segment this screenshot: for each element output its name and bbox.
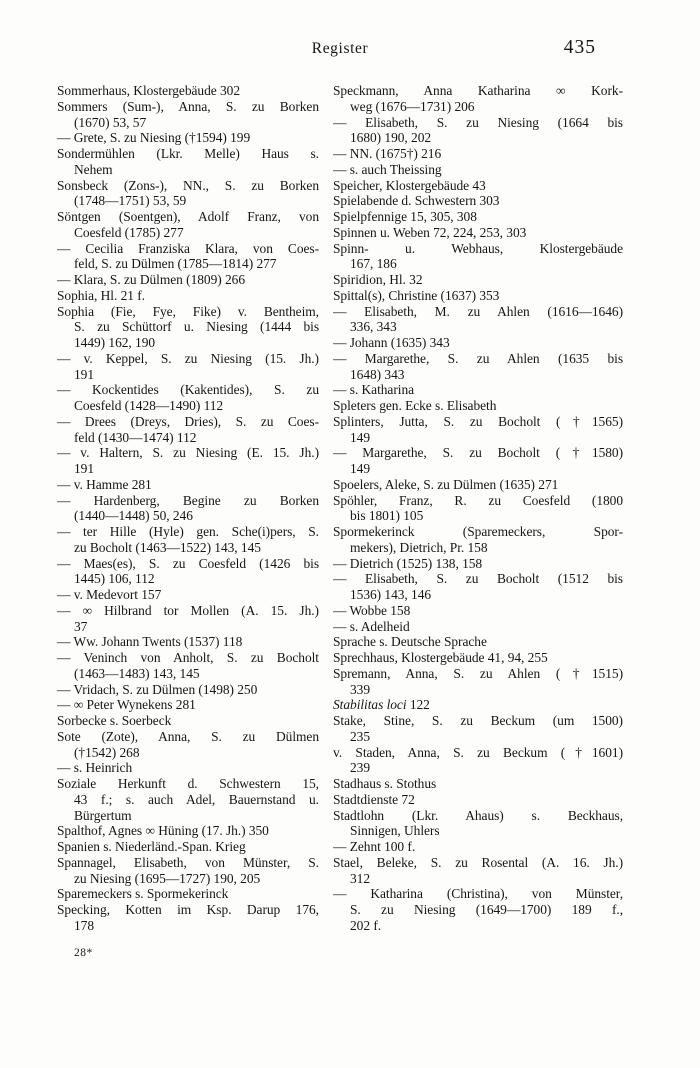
index-line: — Cecilia Franziska Klara, von Coes- bbox=[57, 240, 319, 256]
index-line: 191 bbox=[74, 461, 95, 476]
index-line: Spiridion, Hl. 32 bbox=[333, 272, 423, 287]
index-line: 312 bbox=[350, 870, 371, 886]
index-line: — Dietrich (1525) 138, 158 bbox=[333, 555, 483, 571]
index-line: Bürgertum bbox=[74, 807, 132, 823]
index-line: 1445) 106, 112 bbox=[74, 571, 155, 587]
index-body bbox=[57, 83, 623, 934]
signature-mark: 28* bbox=[74, 947, 93, 959]
index-line: 339 bbox=[350, 681, 371, 697]
index-line: — s. Heinrich bbox=[57, 760, 133, 776]
index-line: 1536) 143, 146 bbox=[350, 587, 432, 602]
index-line: Spleters gen. Ecke s. Elisabeth bbox=[333, 398, 497, 413]
index-line: Stabilitas loci 122 bbox=[333, 697, 430, 713]
index-line: — ∞ Hilbrand tor Mollen (A. 15. Jh.) bbox=[57, 602, 319, 618]
index-line: 1680) 190, 202 bbox=[350, 130, 432, 146]
index-line: Spremann, Anna, S. zu Ahlen (†1515) bbox=[333, 665, 623, 681]
index-line: Nehem bbox=[74, 161, 113, 177]
index-line: Sonsbeck (Zons-), NN., S. zu Borken bbox=[57, 177, 319, 193]
index-line: Spanien s. Niederländ.-Span. Krieg bbox=[57, 839, 246, 854]
index-line: — s. auch Theissing bbox=[333, 161, 442, 177]
index-line: — s. Katharina bbox=[333, 382, 415, 398]
index-line: — v. Keppel, S. zu Niesing (15. Jh.) bbox=[57, 350, 319, 366]
index-line: Specking, Kotten im Ksp. Darup 176, bbox=[57, 902, 319, 917]
page-header bbox=[57, 37, 623, 66]
index-line: bis 1801) 105 bbox=[350, 508, 424, 524]
index-line: (1670) 53, 57 bbox=[74, 114, 147, 130]
index-line: Sinnigen, Uhlers bbox=[350, 823, 440, 839]
index-line: 1648) 343 bbox=[350, 366, 405, 382]
index-line: 149 bbox=[350, 429, 371, 445]
index-line: Stadhaus s. Stothus bbox=[333, 776, 437, 791]
index-line: 239 bbox=[350, 760, 371, 776]
index-line: — Veninch von Anholt, S. zu Bocholt bbox=[57, 650, 319, 665]
index-line: Stadtlohn (Lkr. Ahaus) s. Beckhaus, bbox=[333, 807, 623, 823]
index-line: Spittal(s), Christine (1637) 353 bbox=[333, 287, 500, 303]
index-line: Stael, Beleke, S. zu Rosental (A. 16. Jh.) bbox=[333, 854, 623, 870]
index-line: — v. Medevort 157 bbox=[57, 587, 162, 602]
index-line: 191 bbox=[74, 366, 95, 382]
index-line: Söntgen (Soentgen), Adolf Franz, von bbox=[57, 209, 319, 224]
index-line: 178 bbox=[74, 917, 95, 933]
index-line: — Johann (1635) 343 bbox=[333, 335, 450, 350]
index-line: Stadtdienste 72 bbox=[333, 791, 415, 807]
index-line: Sophia (Fie, Fye, Fike) v. Bentheim, bbox=[57, 303, 319, 319]
index-line: Spielpfennige 15, 305, 308 bbox=[333, 209, 477, 224]
index-line: (1440—1448) 50, 246 bbox=[74, 508, 193, 524]
index-line: (†1542) 268 bbox=[74, 744, 140, 760]
index-line: Sprechhaus, Klostergebäude 41, 94, 255 bbox=[333, 650, 548, 665]
index-line: Soziale Herkunft d. Schwestern 15, bbox=[57, 776, 319, 791]
index-line: Spielabende d. Schwestern 303 bbox=[333, 193, 500, 209]
index-line: Splinters, Jutta, S. zu Bocholt (†1565) bbox=[333, 413, 623, 429]
index-line: Sophia, Hl. 21 f. bbox=[57, 287, 145, 303]
column-right bbox=[333, 83, 623, 934]
index-line: 149 bbox=[350, 461, 371, 476]
index-line: v. Staden, Anna, S. zu Beckum (†1601) bbox=[333, 744, 623, 760]
index-line: — v. Hamme 281 bbox=[57, 476, 152, 492]
index-line: (1748—1751) 53, 59 bbox=[74, 193, 187, 209]
index-line: — Maes(es), S. zu Coesfeld (1426 bis bbox=[57, 555, 319, 571]
index-line: weg (1676—1731) 206 bbox=[350, 98, 475, 114]
index-line: 1449) 162, 190 bbox=[74, 335, 156, 350]
index-line: mekers), Dietrich, Pr. 158 bbox=[350, 539, 488, 555]
index-line: — Margarethe, S. zu Bocholt (†1580) bbox=[333, 445, 623, 461]
index-line: — Grete, S. zu Niesing (†1594) 199 bbox=[57, 130, 251, 146]
index-line: — Vridach, S. zu Dülmen (1498) 250 bbox=[57, 681, 258, 697]
index-line: zu Bocholt (1463—1522) 143, 145 bbox=[74, 539, 261, 555]
index-line: — Wobbe 158 bbox=[333, 602, 411, 618]
index-line: Sondermühlen (Lkr. Melle) Haus s. bbox=[57, 146, 319, 161]
index-line: — Margarethe, S. zu Ahlen (1635 bis bbox=[333, 350, 623, 366]
index-line: Sorbecke s. Soerbeck bbox=[57, 713, 172, 728]
index-line: feld (1430—1474) 112 bbox=[74, 429, 197, 445]
index-line: Spinnen u. Weben 72, 224, 253, 303 bbox=[333, 224, 527, 240]
index-line: Spannagel, Elisabeth, von Münster, S. bbox=[57, 854, 319, 870]
index-line: Speckmann, Anna Katharina ∞ Kork- bbox=[333, 83, 623, 98]
column-left bbox=[57, 83, 319, 934]
running-title: Register bbox=[311, 40, 369, 57]
index-line: zu Niesing (1695—1727) 190, 205 bbox=[74, 870, 261, 886]
index-line: Speicher, Klostergebäude 43 bbox=[333, 177, 486, 193]
index-line: — v. Haltern, S. zu Niesing (E. 15. Jh.) bbox=[57, 445, 319, 461]
index-line: 336, 343 bbox=[350, 319, 397, 335]
index-line: — Zehnt 100 f. bbox=[333, 839, 416, 854]
index-line: — Drees (Dreys, Dries), S. zu Coes- bbox=[57, 413, 319, 429]
index-line: — Katharina (Christina), von Münster, bbox=[333, 886, 623, 902]
index-line: — Ww. Johann Twents (1537) 118 bbox=[57, 634, 243, 650]
index-line: — s. Adelheid bbox=[333, 618, 410, 634]
index-line: 37 bbox=[74, 618, 88, 634]
index-line: 167, 186 bbox=[350, 256, 397, 272]
index-line: — Kockentides (Kakentides), S. zu bbox=[57, 382, 319, 398]
index-line: Sommerhaus, Klostergebäude 302 bbox=[57, 83, 240, 98]
index-line: Coesfeld (1428—1490) 112 bbox=[74, 398, 224, 413]
index-line: — Elisabeth, M. zu Ahlen (1616—1646) bbox=[333, 303, 623, 319]
page-number: 435 bbox=[563, 37, 596, 58]
index-line: 235 bbox=[350, 728, 371, 744]
index-line: (1463—1483) 143, 145 bbox=[74, 665, 200, 681]
index-line: — NN. (1675†) 216 bbox=[333, 146, 442, 161]
index-line: Spöhler, Franz, R. zu Coesfeld (1800 bbox=[333, 492, 623, 508]
index-line: Sprache s. Deutsche Sprache bbox=[333, 634, 487, 650]
index-line: Coesfeld (1785) 277 bbox=[74, 224, 184, 240]
index-line: — Klara, S. zu Dülmen (1809) 266 bbox=[57, 272, 245, 287]
index-line: Spinn- u. Webhaus, Klostergebäude bbox=[333, 240, 623, 256]
index-line: Spalthof, Agnes ∞ Hüning (17. Jh.) 350 bbox=[57, 823, 269, 839]
index-line: S. zu Niesing (1649—1700) 189 f., bbox=[350, 902, 623, 917]
index-line: — Hardenberg, Begine zu Borken bbox=[57, 492, 319, 508]
index-line: Sparemeckers s. Spormekerinck bbox=[57, 886, 229, 902]
index-line: Stake, Stine, S. zu Beckum (um 1500) bbox=[333, 713, 623, 728]
index-line: — ter Hille (Hyle) gen. Sche(i)pers, S. bbox=[57, 524, 319, 539]
index-line: Spormekerinck (Sparemeckers, Spor- bbox=[333, 524, 623, 539]
index-line: S. zu Schüttorf u. Niesing (1444 bis bbox=[74, 319, 319, 335]
index-line: Sote (Zote), Anna, S. zu Dülmen bbox=[57, 728, 319, 744]
index-line: 202 f. bbox=[350, 917, 382, 933]
index-line: feld, S. zu Dülmen (1785—1814) 277 bbox=[74, 256, 277, 272]
index-line: Sommers (Sum-), Anna, S. zu Borken bbox=[57, 98, 319, 114]
index-line: 43 f.; s. auch Adel, Bauernstand u. bbox=[74, 791, 319, 807]
index-line: — Elisabeth, S. zu Bocholt (1512 bis bbox=[333, 571, 623, 587]
index-line: Spoelers, Aleke, S. zu Dülmen (1635) 271 bbox=[333, 476, 559, 492]
index-line: — ∞ Peter Wynekens 281 bbox=[57, 697, 196, 713]
index-line: — Elisabeth, S. zu Niesing (1664 bis bbox=[333, 114, 623, 130]
